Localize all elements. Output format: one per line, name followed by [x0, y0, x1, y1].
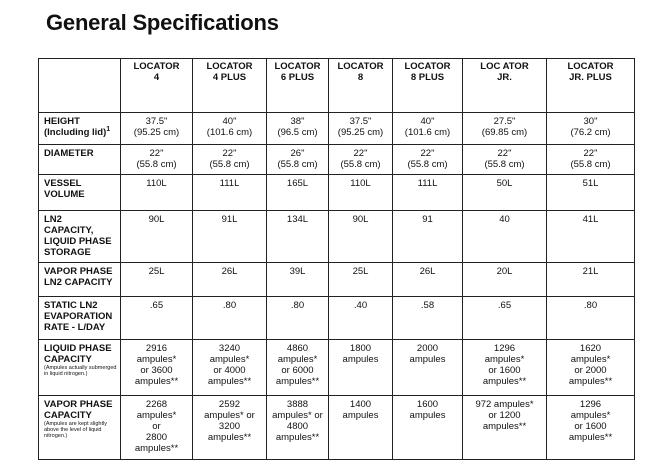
row-header	[39, 175, 121, 211]
column-header	[267, 59, 329, 113]
cell-line: 2000	[416, 342, 439, 354]
table-cell	[121, 145, 193, 175]
cell-line: 4800	[286, 420, 309, 432]
cell-line: 110L	[350, 178, 371, 190]
cell-line: 22"	[420, 148, 435, 160]
cell-line: 1800	[349, 342, 372, 354]
row-header-line	[44, 225, 118, 236]
corner-cell	[39, 59, 121, 113]
row-header-line	[44, 178, 118, 189]
table-cell	[329, 211, 393, 263]
table-row	[39, 339, 635, 395]
table-cell	[267, 395, 329, 459]
cell-line: .80	[290, 300, 305, 312]
cell-line: 90L	[352, 214, 369, 226]
table-cell	[193, 395, 267, 459]
column-header-line: LOCATOR	[337, 61, 384, 72]
cell-line: 22"	[583, 148, 598, 160]
table-cell	[329, 175, 393, 211]
cell-line: 2592	[218, 398, 241, 410]
column-header	[547, 59, 635, 113]
cell-line: ampules	[342, 353, 379, 365]
table-cell	[547, 211, 635, 263]
table-cell	[121, 211, 193, 263]
table-cell	[547, 263, 635, 297]
cell-line: 22"	[149, 148, 164, 160]
row-header	[39, 145, 121, 175]
table-cell	[329, 297, 393, 339]
row-header-line	[44, 236, 118, 247]
cell-line: ampules*	[277, 353, 318, 365]
cell-line: 22"	[353, 148, 368, 160]
table-cell	[393, 175, 463, 211]
row-header-text: VOLUME	[44, 189, 85, 201]
cell-line: or 1600	[488, 364, 521, 376]
table-cell	[329, 395, 393, 459]
column-header-line: LOCATOR	[133, 61, 180, 72]
column-header-line: LOCATOR	[567, 61, 614, 72]
cell-line: ampules* or	[204, 409, 255, 421]
table-row	[39, 263, 635, 297]
row-header	[39, 395, 121, 459]
table-cell	[463, 297, 547, 339]
table-cell	[547, 339, 635, 395]
cell-line: .65	[497, 300, 512, 312]
cell-line: ampules*	[484, 353, 525, 365]
cell-line: ampules	[409, 353, 446, 365]
column-header-line: 4	[153, 72, 160, 83]
row-header-line	[44, 410, 118, 421]
table-row	[39, 211, 635, 263]
row-header-text: STORAGE	[44, 247, 91, 259]
cell-line: 40"	[222, 116, 237, 127]
cell-line: ampules**	[568, 431, 613, 443]
table-cell	[329, 145, 393, 175]
row-header-line	[44, 322, 118, 333]
cell-line: 22"	[222, 148, 237, 160]
row-header-line	[44, 214, 118, 225]
table-cell	[193, 297, 267, 339]
table-cell	[193, 263, 267, 297]
table-row	[39, 175, 635, 211]
cell-line: ampules**	[207, 375, 252, 387]
row-header	[39, 211, 121, 263]
table-cell	[267, 297, 329, 339]
table-cell	[121, 175, 193, 211]
cell-line: .65	[149, 300, 164, 312]
cell-line: 110L	[146, 178, 167, 190]
table-cell	[267, 263, 329, 297]
cell-line: ampules*	[570, 409, 611, 421]
cell-line: ampules**	[134, 375, 179, 387]
cell-line: 2916	[145, 342, 168, 354]
row-header-text: CAPACITY	[44, 353, 92, 365]
cell-line: (55.8 cm)	[570, 159, 611, 171]
table-cell	[267, 145, 329, 175]
cell-line: 3200	[218, 420, 241, 432]
table-cell	[329, 113, 393, 145]
row-header	[39, 339, 121, 395]
row-header-text: LIQUID PHASE	[44, 342, 112, 354]
cell-line: ampules	[409, 409, 446, 421]
cell-line: or 1200	[488, 409, 521, 421]
table-cell	[393, 113, 463, 145]
header-row	[39, 59, 635, 113]
cell-line: 91	[422, 214, 433, 226]
row-header-text: EVAPORATION	[44, 311, 113, 323]
row-header-text: VAPOR PHASE	[44, 266, 113, 278]
row-header-text: CAPACITY,	[44, 225, 94, 237]
table-cell	[463, 145, 547, 175]
table-row	[39, 297, 635, 339]
table-cell	[547, 145, 635, 175]
table-row	[39, 395, 635, 459]
cell-line: (55.8 cm)	[407, 159, 448, 171]
cell-line: 25L	[352, 266, 369, 278]
column-header	[329, 59, 393, 113]
cell-line: (101.6 cm)	[404, 127, 451, 138]
column-header	[121, 59, 193, 113]
cell-line: ampules**	[207, 431, 252, 443]
column-header-line: 8	[357, 72, 364, 83]
cell-line: 111L	[219, 178, 240, 190]
row-header-text: VAPOR PHASE	[44, 398, 113, 410]
column-header-line: JR. PLUS	[569, 72, 612, 83]
cell-line: 1620	[579, 342, 602, 354]
row-header-text: STATIC LN2	[44, 300, 98, 312]
cell-line: or 4000	[213, 364, 246, 376]
cell-line: 26L	[419, 266, 436, 278]
cell-line: 90L	[148, 214, 165, 226]
cell-line: 1600	[416, 398, 439, 410]
cell-line: ampules*	[136, 353, 177, 365]
table-cell	[393, 395, 463, 459]
table-cell	[121, 395, 193, 459]
cell-line: ampules**	[275, 375, 320, 387]
cell-line: or 1600	[574, 420, 607, 432]
specifications-table	[38, 58, 635, 460]
cell-line: 1296	[493, 342, 516, 354]
cell-line: 40"	[420, 116, 435, 127]
cell-line: (96.5 cm)	[277, 127, 318, 138]
table-cell	[393, 297, 463, 339]
cell-line: 41L	[582, 214, 599, 226]
table-cell	[121, 297, 193, 339]
column-header-line: LOCATOR	[274, 61, 321, 72]
cell-line: 1296	[579, 398, 602, 410]
row-header-text: LIQUID PHASE	[44, 236, 112, 248]
cell-line: ampules**	[568, 375, 613, 387]
row-header-line	[44, 127, 118, 138]
cell-line: ampules*	[570, 353, 611, 365]
table-cell	[463, 211, 547, 263]
cell-line: (95.25 cm)	[133, 127, 180, 138]
cell-line: 38"	[290, 116, 305, 127]
cell-line: 3888	[286, 398, 309, 410]
cell-line: (69.85 cm)	[481, 127, 528, 138]
column-header-line: LOCATOR	[404, 61, 451, 72]
table-cell	[193, 339, 267, 395]
row-header-line	[44, 343, 118, 354]
cell-line: 25L	[148, 266, 165, 278]
row-header-line	[44, 247, 118, 258]
table-cell	[463, 113, 547, 145]
cell-line: 27.5"	[493, 116, 516, 127]
column-header	[393, 59, 463, 113]
cell-line: .80	[583, 300, 598, 312]
cell-line: .58	[420, 300, 435, 312]
column-header-line: 6 PLUS	[280, 72, 315, 83]
cell-line: 51L	[582, 178, 599, 190]
cell-line: ampules	[342, 409, 379, 421]
column-header-line: JR.	[497, 72, 512, 83]
row-header	[39, 263, 121, 297]
row-header-text: VESSEL	[44, 178, 82, 190]
row-header-line	[44, 354, 118, 365]
row-header	[39, 113, 121, 145]
cell-line: (55.8 cm)	[340, 159, 381, 171]
cell-line: (76.2 cm)	[570, 127, 611, 138]
cell-line: 3240	[218, 342, 241, 354]
table-cell	[193, 175, 267, 211]
table-cell	[329, 339, 393, 395]
cell-line: .40	[353, 300, 368, 312]
cell-line: 4860	[286, 342, 309, 354]
cell-line: ampules**	[275, 431, 320, 443]
row-header-text: LN2 CAPACITY	[44, 277, 113, 289]
cell-line: or 2000	[574, 364, 607, 376]
cell-line: 972 ampules*	[475, 398, 534, 410]
cell-line: (101.6 cm)	[206, 127, 253, 138]
row-header-text: LN2	[44, 214, 62, 226]
cell-line: or 3600	[140, 364, 173, 376]
cell-line: 134L	[286, 214, 309, 226]
table-cell	[393, 263, 463, 297]
cell-line: ampules**	[482, 375, 527, 387]
table-cell	[121, 113, 193, 145]
cell-line: (95.25 cm)	[337, 127, 384, 138]
table-cell	[393, 211, 463, 263]
cell-line: (55.8 cm)	[484, 159, 525, 171]
row-header-line	[44, 399, 118, 410]
cell-line: 37.5"	[349, 116, 372, 127]
cell-line: 165L	[286, 178, 309, 190]
table-row	[39, 113, 635, 145]
table-cell	[121, 263, 193, 297]
row-header	[39, 297, 121, 339]
column-header-line: 4 PLUS	[212, 72, 247, 83]
cell-line: 37.5"	[145, 116, 168, 127]
cell-line: 2800	[145, 431, 168, 443]
cell-line: (55.8 cm)	[136, 159, 177, 171]
cell-line: 2268	[145, 398, 168, 410]
cell-line: 26L	[221, 266, 238, 278]
column-header-line: LOC ATOR	[480, 61, 529, 72]
table-cell	[267, 113, 329, 145]
row-header-line	[44, 266, 118, 277]
table-cell	[267, 175, 329, 211]
table-cell	[393, 145, 463, 175]
table-cell	[393, 339, 463, 395]
column-header-line: LOCATOR	[206, 61, 253, 72]
row-note: (Ampules actually submerged in liquid nitrogen.)	[44, 364, 117, 377]
row-header-line	[44, 148, 118, 159]
row-header-text: RATE - L/DAY	[44, 322, 106, 334]
cell-line: ampules*	[209, 353, 250, 365]
cell-line: ampules**	[482, 420, 527, 432]
cell-line: 21L	[582, 266, 599, 278]
cell-line: ampules* or	[272, 409, 323, 421]
cell-line: (55.8 cm)	[277, 159, 318, 171]
cell-line: 26"	[290, 148, 305, 160]
table-cell	[463, 395, 547, 459]
table-cell	[547, 175, 635, 211]
cell-line: 40	[499, 214, 510, 226]
cell-line: 50L	[496, 178, 513, 190]
table-cell	[547, 297, 635, 339]
row-note: (Ampules are kept slightly above the level of liquid nitrogen.)	[44, 420, 107, 439]
cell-line: 39L	[289, 266, 306, 278]
table-cell	[547, 113, 635, 145]
cell-line: or 6000	[281, 364, 314, 376]
table-cell	[267, 339, 329, 395]
cell-line: 22"	[497, 148, 512, 160]
cell-line: (55.8 cm)	[209, 159, 250, 171]
cell-line: ampules**	[134, 442, 179, 454]
footnote-marker: 1	[106, 125, 111, 133]
table-cell	[267, 211, 329, 263]
cell-line: .80	[222, 300, 237, 312]
cell-line: 30"	[583, 116, 598, 127]
column-header	[463, 59, 547, 113]
row-header-text: HEIGHT	[44, 116, 80, 127]
table-row	[39, 145, 635, 175]
table-cell	[463, 175, 547, 211]
table-cell	[193, 113, 267, 145]
cell-line: 20L	[496, 266, 513, 278]
table-cell	[121, 339, 193, 395]
row-header-line	[44, 189, 118, 200]
column-header	[193, 59, 267, 113]
row-header-line	[44, 277, 118, 288]
row-header-text: CAPACITY	[44, 409, 92, 421]
cell-line: or	[152, 420, 161, 432]
table-cell	[547, 395, 635, 459]
page-title: General Specifications	[46, 10, 279, 35]
cell-line: ampules*	[136, 409, 177, 421]
table-cell	[463, 339, 547, 395]
row-header-text: DIAMETER	[44, 148, 94, 160]
row-header-text: (Including lid)	[44, 127, 107, 138]
table-cell	[193, 211, 267, 263]
cell-line: 111L	[417, 178, 438, 190]
table-cell	[463, 263, 547, 297]
row-header-line	[44, 311, 118, 322]
cell-line: 1400	[349, 398, 372, 410]
row-header-line	[44, 300, 118, 311]
column-header-line: 8 PLUS	[410, 72, 445, 83]
table-cell	[329, 263, 393, 297]
cell-line: 91L	[221, 214, 238, 226]
table-cell	[193, 145, 267, 175]
